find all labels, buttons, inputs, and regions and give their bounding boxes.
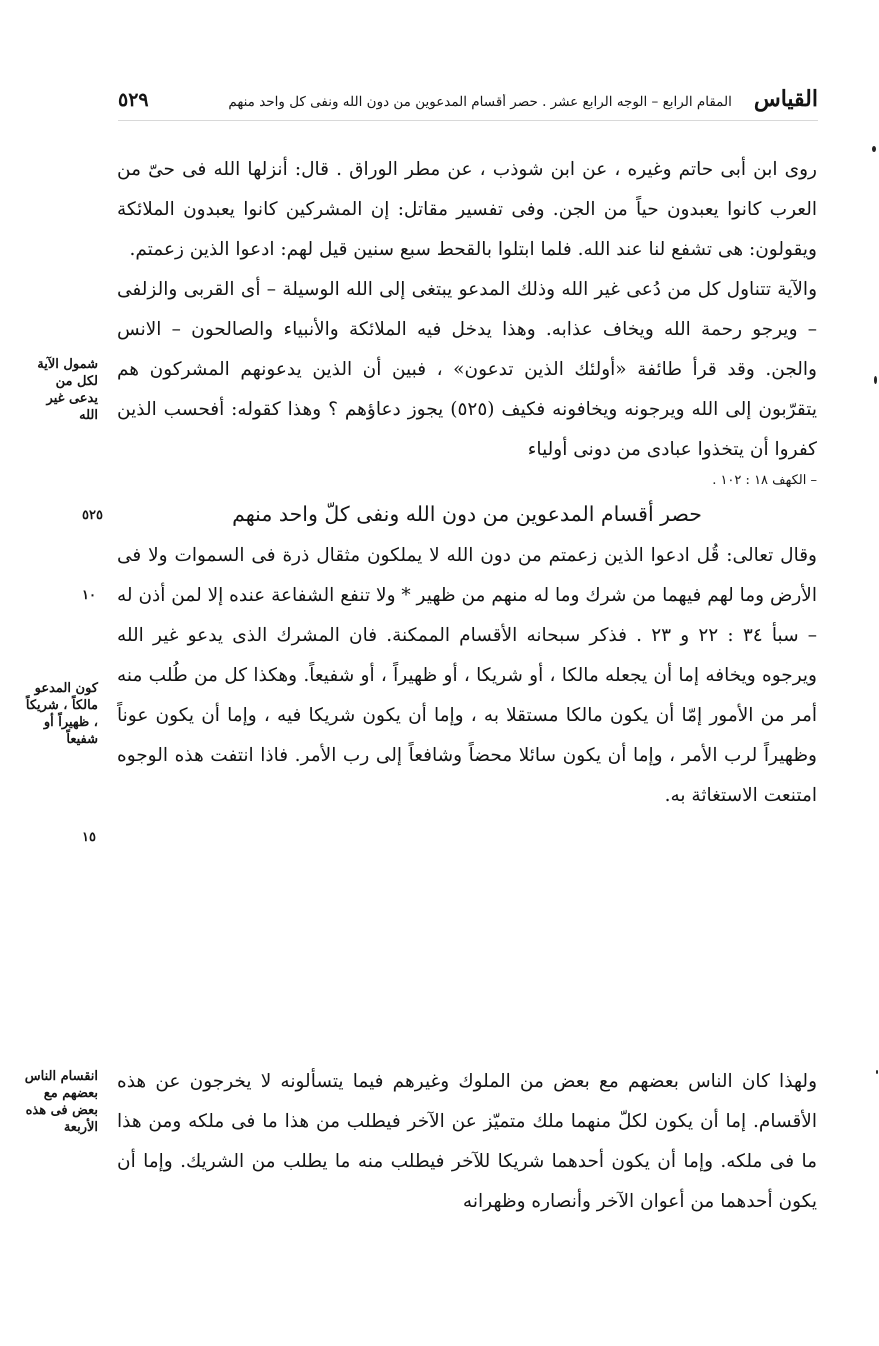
paragraph-3: وقال تعالى: قُل ادعوا الذين زعمتم من دون الله لا يملكون مثقال ذرة فى السموات ولا فى الأرض وما لهم فيهما من شرك وما له منهم من ظهير * ولا تنفع الشفاعة عنده إلا لمن أذن له – سبأ ٣٤ : ٢٢ و ٢٣ . فذكر سبحانه الأقسام الممكنة. فان المشرك الذى يدعو غير الله ويرجوه ويخافه إما أن يجعله مالكا ، أو شريكا ، أو ظهيراً ، أو شفيعاً. وهكذا كل من طُلب منه أمر من الأمور إمّا أن يكون مالكا مستقلا به ، وإما أن يكون شريكا فيه ، وإما أن يكون عوناً وظهيراً لرب الأمر ، وإما أن يكون سائلا محضاً وشافعاً إلى رب الأمر. فاذا انتفت هذه الوجوه امتنعت الاستغاثة به.	[117, 545, 818, 806]
scan-speck	[876, 1070, 878, 1074]
paragraph-4: ولهذا كان الناس بعضهم مع بعض من الملوك وغيرهم فيما يتسألونه لا يخرجون عن هذه الأقسام. إما أن يكون لكلّ منهما ملك متميّز عن الآخر فيطلب من هذا ما فى ملكه ومن هذا ما فى ملكه. وإما أن يكون أحدهما شريكا للآخر فيطلب منه ما يطلب من الشريك. وإما أن يكون أحدهما من أعوان الآخر وأنصاره وظهرانه	[117, 1071, 817, 1212]
scan-speck	[874, 376, 877, 384]
page-number: ٥٢٩	[118, 89, 149, 111]
margin-note-people-division: انقسام الناس بعضهم مع بعض فى هذه الأربعة	[24, 1069, 98, 1135]
running-header	[118, 86, 818, 121]
main-text-block-2	[117, 1062, 817, 1222]
margin-line-number-15: ١٥	[82, 830, 96, 845]
quran-reference-kahf: – الكهف ١٨ : ١٠٢ .	[712, 473, 817, 488]
margin-note-verse-scope: شمول الآية لكل من يدعى غير الله	[37, 357, 98, 423]
section-heading: حصر أقسام المدعوين من دون الله ونفى كلّ واحد منهم	[232, 502, 702, 526]
main-text-block-1	[117, 150, 817, 816]
header-title: القياس	[753, 86, 818, 112]
header-subtitle: المقام الرابع – الوجه الرابع عشر . حصر أقسام المدعوين من دون الله ونفى كل واحد منهم	[228, 94, 732, 110]
paragraph-2: والآية تتناول كل من دُعى غير الله وذلك المدعو يبتغى إلى الله الوسيلة – أى القربى والزلفى – ويرجو رحمة الله ويخاف عذابه. وهذا يدخل فيه الملائكة والأنبياء والصالحون – الانس والجن. وقد قرأ طائفة «أولئك الذين تدعون» ، فبين أن الذين يدعونهم المشركون هم يتقرّبون إلى الله ويرجونه ويخافونه فكيف (٥٢٥) يجوز دعاؤهم ؟ وهذا كقوله: أفحسب الذين كفروا أن يتخذوا عبادى من دونى أولياء	[117, 279, 817, 460]
margin-note-invoked-categories: كون المدعو مالكاً ، شريكاً ، ظهيراً أو شفيعاً	[25, 681, 98, 747]
margin-original-page-number: ٥٢٥	[82, 508, 103, 523]
margin-line-number-10: ١٠	[82, 588, 96, 603]
scan-speck	[872, 146, 876, 152]
paragraph-1: روى ابن أبى حاتم وغيره ، عن ابن شوذب ، عن مطر الوراق . قال: أنزلها الله فى حىّ من العرب كانوا يعبدون حياً من الجن. وفى تفسير مقاتل: إن المشركين كانوا يعبدون الملائكة ويقولون: هى تشفع لنا عند الله. فلما ابتلوا بالقحط سبع سنين قيل لهم: ادعوا الذين زعمتم.	[117, 159, 817, 260]
